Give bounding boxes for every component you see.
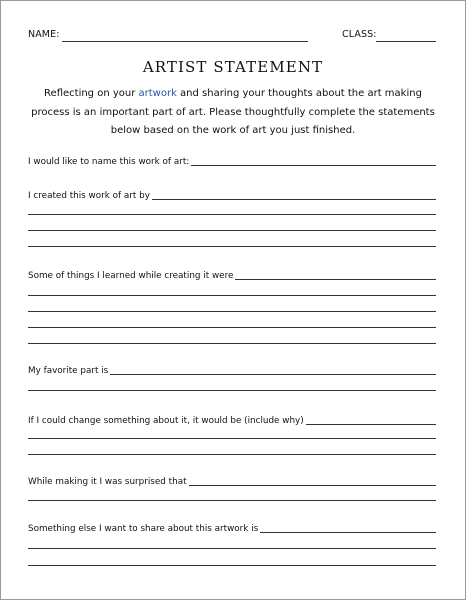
- intro-paragraph: [26, 85, 440, 141]
- answer-line[interactable]: [28, 295, 436, 296]
- answer-line[interactable]: [28, 327, 436, 328]
- answer-line[interactable]: [191, 165, 436, 166]
- prompt-label: Something else I want to share about this artwork is: [28, 524, 259, 534]
- answer-line[interactable]: [28, 548, 436, 549]
- prompt-row-change-something[interactable]: [28, 416, 436, 426]
- prompt-label: If I could change something about it, it would be (include why): [28, 416, 304, 426]
- intro-text-start: Reflecting on your: [44, 88, 139, 99]
- answer-line[interactable]: [28, 311, 436, 312]
- prompt-label: I would like to name this work of art:: [28, 157, 190, 167]
- class-label: CLASS:: [342, 29, 377, 40]
- answer-line[interactable]: [306, 424, 436, 425]
- answer-line[interactable]: [28, 343, 436, 344]
- answer-line[interactable]: [28, 438, 436, 439]
- prompt-label: My favorite part is: [28, 366, 109, 376]
- answer-line[interactable]: [189, 485, 436, 486]
- answer-line[interactable]: [28, 454, 436, 455]
- name-field[interactable]: [62, 41, 308, 42]
- prompt-row-learned[interactable]: [28, 271, 436, 281]
- prompt-row-share-else[interactable]: [28, 524, 436, 534]
- answer-line[interactable]: [235, 279, 436, 280]
- answer-line[interactable]: [152, 199, 436, 200]
- answer-line[interactable]: [28, 246, 436, 247]
- answer-line[interactable]: [28, 500, 436, 501]
- page-title: ARTIST STATEMENT: [142, 58, 324, 76]
- prompt-row-surprised[interactable]: [28, 477, 436, 487]
- prompt-row-name-artwork[interactable]: [28, 157, 436, 167]
- prompt-label: Some of things I learned while creating it were: [28, 271, 234, 281]
- prompt-row-favorite-part[interactable]: [28, 366, 436, 376]
- answer-line[interactable]: [260, 532, 436, 533]
- intro-text-end: and sharing your thoughts about the art making process is an important part of art. Please thoughtfully complete the statements below based on the work of art you just finished.: [31, 88, 435, 136]
- answer-line[interactable]: [110, 374, 436, 375]
- answer-line[interactable]: [28, 214, 436, 215]
- class-field[interactable]: [376, 41, 436, 42]
- answer-line[interactable]: [28, 565, 436, 566]
- intro-keyword: artwork: [138, 88, 177, 99]
- prompt-row-created-by[interactable]: [28, 191, 436, 201]
- answer-line[interactable]: [28, 230, 436, 231]
- answer-line[interactable]: [28, 390, 436, 391]
- prompt-label: I created this work of art by: [28, 191, 150, 201]
- name-label: NAME:: [28, 29, 60, 40]
- prompt-label: While making it I was surprised that: [28, 477, 187, 487]
